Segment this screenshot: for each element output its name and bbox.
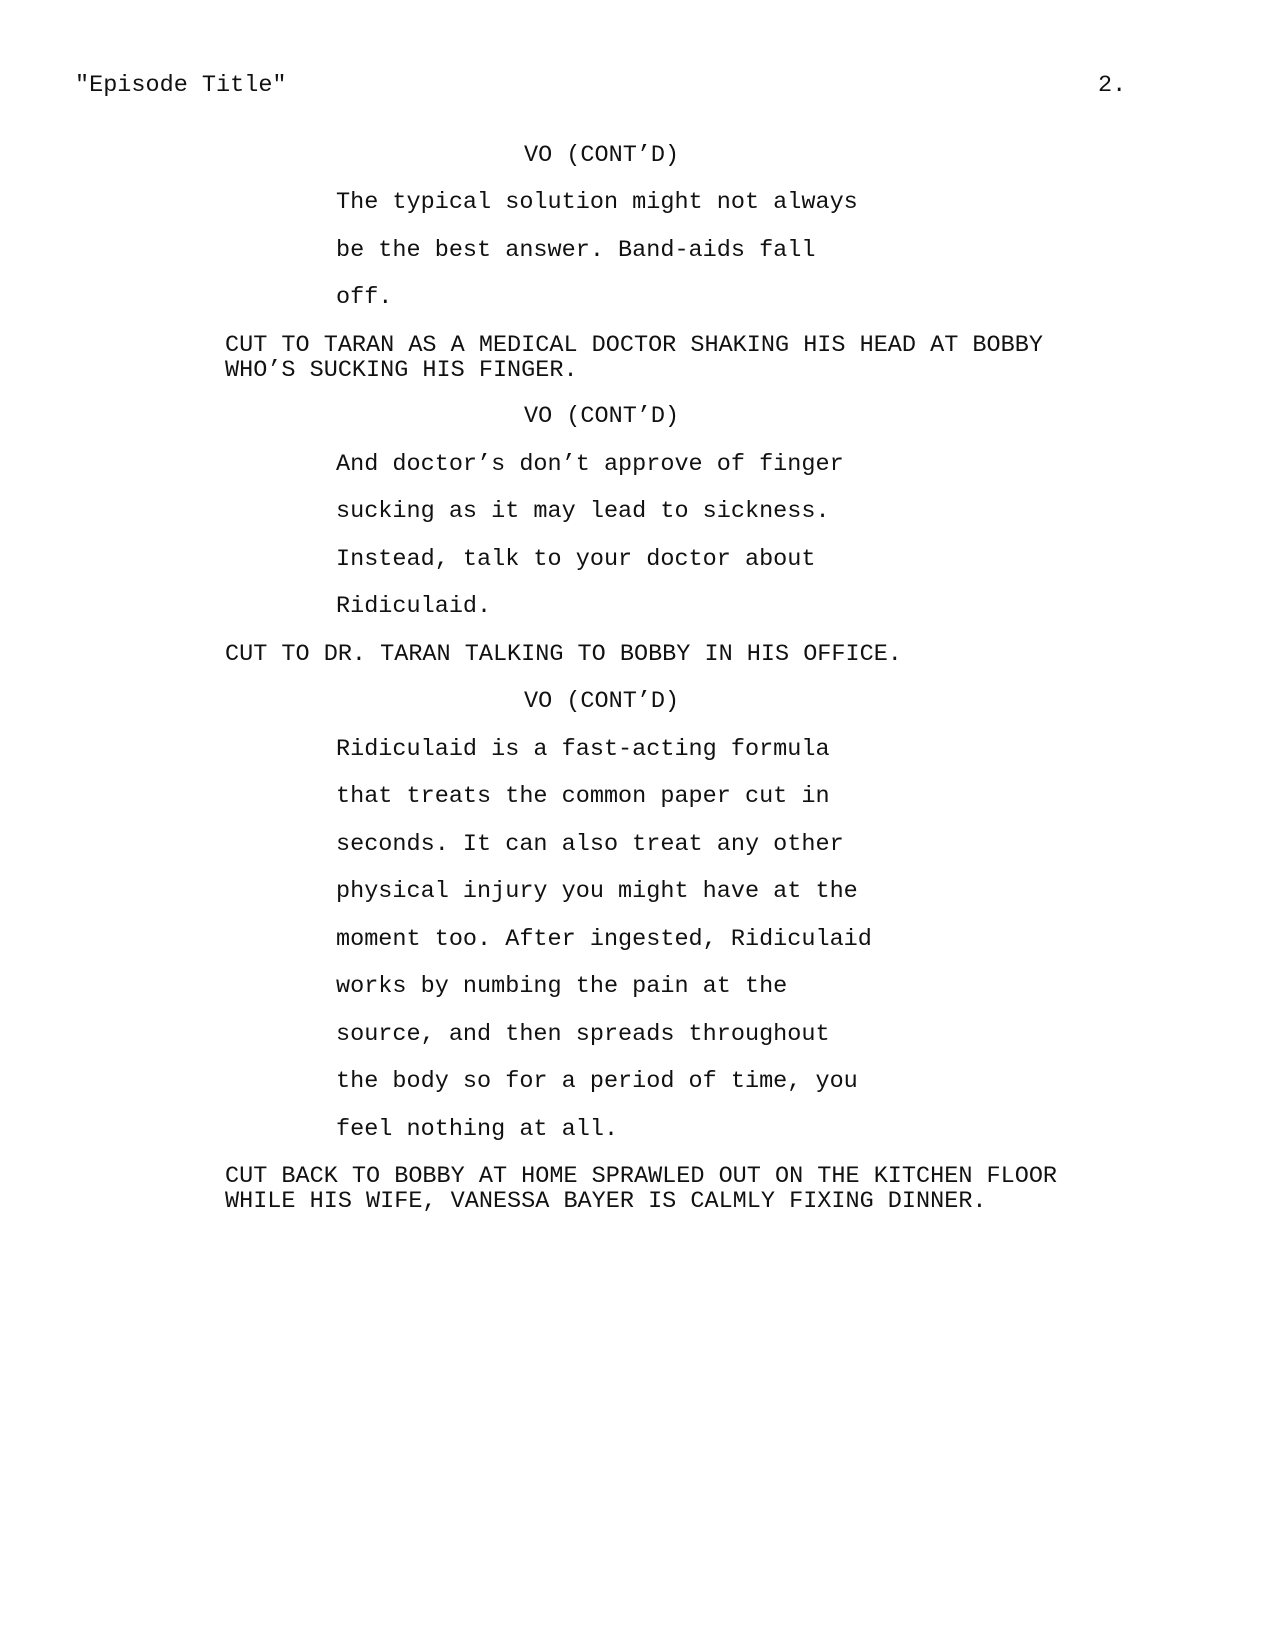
- dialogue-line: Ridiculaid is a fast-acting formula: [336, 736, 830, 763]
- character-cue: VO (CONT’D): [524, 688, 680, 715]
- character-cue: VO (CONT’D): [524, 142, 680, 169]
- character-cue: VO (CONT’D): [524, 403, 680, 430]
- dialogue-line: source, and then spreads throughout: [336, 1021, 830, 1048]
- dialogue-line: that treats the common paper cut in: [336, 783, 830, 810]
- dialogue-line: The typical solution might not always: [336, 189, 858, 216]
- action-line: WHO’S SUCKING HIS FINGER.: [225, 357, 578, 384]
- dialogue-line: Ridiculaid.: [336, 593, 492, 620]
- page-number: 2.: [1098, 72, 1127, 99]
- dialogue-line: the body so for a period of time, you: [336, 1068, 858, 1095]
- dialogue-line: Instead, talk to your doctor about: [336, 546, 816, 573]
- dialogue-line: sucking as it may lead to sickness.: [336, 498, 830, 525]
- action-line: CUT BACK TO BOBBY AT HOME SPRAWLED OUT ON THE KITCHEN FLOOR: [225, 1163, 1058, 1190]
- action-line: WHILE HIS WIFE, VANESSA BAYER IS CALMLY FIXING DINNER.: [225, 1188, 987, 1215]
- episode-title: "Episode Title": [75, 72, 287, 99]
- dialogue-line: feel nothing at all.: [336, 1116, 619, 1143]
- dialogue-line: And doctor’s don’t approve of finger: [336, 451, 844, 478]
- dialogue-line: be the best answer. Band-aids fall: [336, 237, 816, 264]
- dialogue-line: moment too. After ingested, Ridiculaid: [336, 926, 872, 953]
- dialogue-line: seconds. It can also treat any other: [336, 831, 844, 858]
- dialogue-line: off.: [336, 284, 393, 311]
- action-line: CUT TO DR. TARAN TALKING TO BOBBY IN HIS OFFICE.: [225, 641, 902, 668]
- dialogue-line: physical injury you might have at the: [336, 878, 858, 905]
- action-line: CUT TO TARAN AS A MEDICAL DOCTOR SHAKING HIS HEAD AT BOBBY: [225, 332, 1043, 359]
- dialogue-line: works by numbing the pain at the: [336, 973, 788, 1000]
